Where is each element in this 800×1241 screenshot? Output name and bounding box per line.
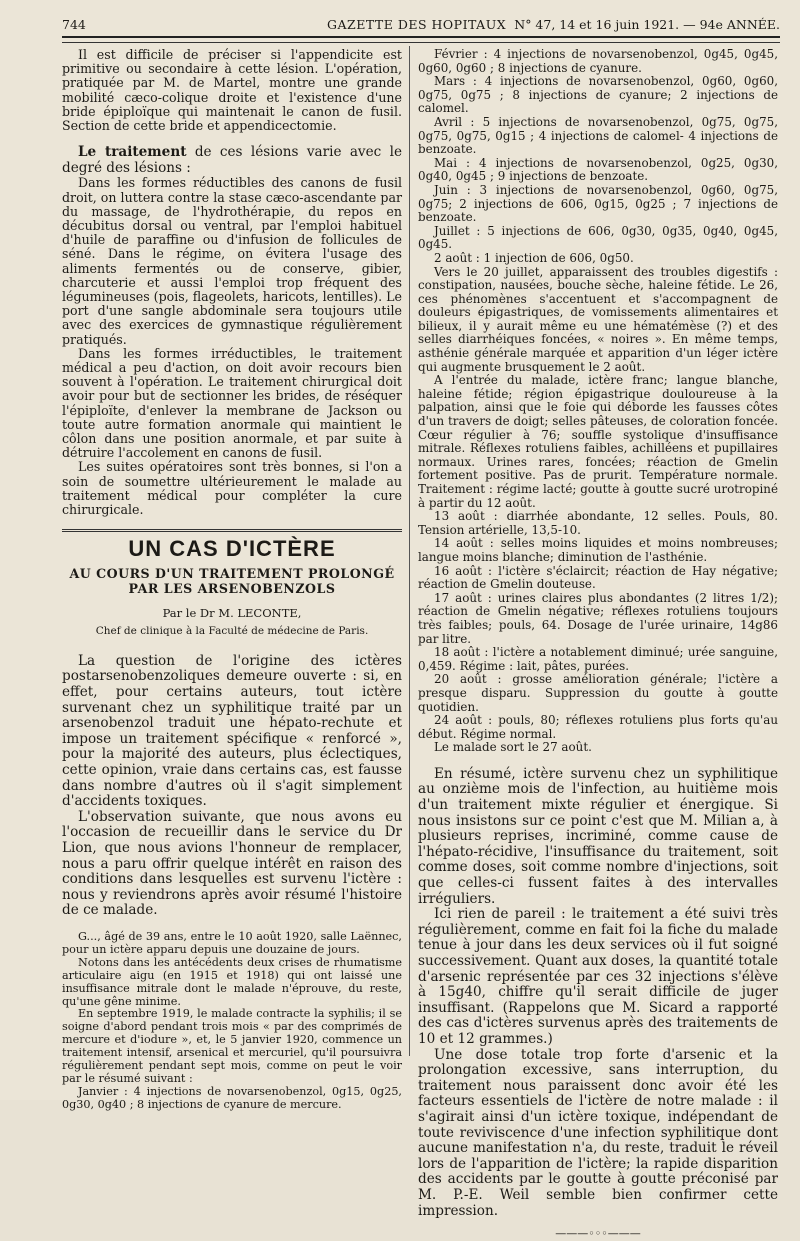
daily-note: 24 août : pouls, 80; réflexes rotuliens plus forts qu'au début. Régime normal. — [418, 713, 778, 741]
end-ornament: ———◦◦◦——— — [555, 1227, 641, 1241]
daily-note: 13 août : diarrhée abondante, 12 selles. Pouls, 80. Tension artérielle, 13,5-10. — [418, 509, 778, 537]
paragraph: A l'entrée du malade, ictère franc; langue blanche, haleine fétide; région épigastrique douloureuse à la palpation, ainsi que le foie qui déborde les fausses côtes d'un travers de doigt; selles pâteuses, de coloration foncée. Cœur régulier à 76; souffle systolique d'insuffisance mitrale. Réflexes rotuliens faibles, achilléens et pupillaires normaux. Urines rares, foncées; réaction de Gmelin fortement positive. Pas de prurit. Température normale. Traitement : régime lacté; goutte à goutte sucré urotropiné à partir du 12 août. — [418, 373, 778, 510]
journal-title: GAZETTE DES HOPITAUX — [327, 17, 507, 32]
paragraph: La question de l'origine des ictères postarsenobenzoliques demeure ouverte : si, en effet, pour certains auteurs, tout ictère survenant chez un syphilitique traité par un arsenobenzol traduit une hépato-rechute et impose un traitement spécifique « renforcé », pour la majorité des auteurs, plus éclectiques, cette opinion, vraie dans certains cas, est fausse dans nombre d'autres où il s'agit simplement d'accidents toxiques. — [62, 652, 402, 810]
daily-note: 17 août : urines claires plus abondantes (2 litres 1/2); réaction de Gmelin négative; réflexes rotuliens toujours très faibles; pouls, 64. Dosage de l'urée urinaire, 14g86 par litre. — [418, 590, 778, 646]
paragraph: Dans les formes irréductibles, le traitement médical a peu d'action, on doit avoir recours bien souvent à l'opération. Le traitement chirurgical doit avoir pour but de sectionner les brides, de réséquer l'épiploïte, d'enlever la membrane de Jackson ou toute autre formation anormale qui maintient le côlon dans une position anormale, et par suite à détruire l'accolement en canons de fusil. — [62, 345, 402, 461]
daily-note: 16 août : l'ictère s'éclaircit; réaction de Hay négative; réaction de Gmelin douteuse. — [418, 563, 778, 592]
paragraph: En résumé, ictère survenu chez un syphilitique au onzième mois de l'infection, au huitième mois d'un traitement mixte régulier et énergique. Si nous insistons sur ce point c'est que M. Milian a, à plusieurs reprises, incriminé, comme cause de l'hépato-récidive, l'insuffisance du traitement, soit comme doses, soit comme nombre d'injections, soit que celles-ci fussent faites à des intervalles irréguliers. — [418, 765, 778, 907]
paragraph: Vers le 20 juillet, apparaissent des troubles digestifs : constipation, nausées, bouche sèche, haleine fétide. Le 26, ces phénomènes s'accentuent et s'accompagnent de douleurs épigastriques, de vomissements alimentaires et bilieux, il y aurait même eu une hématémèse (?) et des selles diarrhéiques foncées, « noires ». En même temps, asthénie générale marquée et apparition d'un léger ictère qui augmente brusquement le 2 août. — [418, 264, 778, 374]
page-header — [62, 14, 780, 38]
article-author: Par le Dr M. LECONTE, — [162, 606, 302, 621]
author-affiliation: Chef de clinique à la Faculté de médecine de Paris. — [95, 624, 369, 637]
paragraph: Dans les formes réductibles des canons de fusil droit, on luttera contre la stase cæco-ascendante par du massage, de l'hydrothérapie, du repos en décubitus dorsal ou ventral, par l'emploi habituel d'huile de paraffine ou d'infusion de follicules de séné. Dans le régime, on évitera l'usage des aliments fermentés ou de conserve, gibier, charcuterie et aussi l'emploi trop fréquent des légumineuses (pois, flageolets, haricots, lentilles). Le port d'une sangle abdominale sera toujours utile avec des exercices de gymnastique régulièrement pratiqués. — [62, 175, 402, 347]
treatment-month: Février : 4 injections de novarsenobenzol, 0g45, 0g45, 0g60, 0g60 ; 8 injections de cyanure. — [418, 47, 778, 75]
treatment-month: Juillet : 5 injections de 606, 0g30, 0g35, 0g40, 0g45, 0g45. — [418, 223, 778, 252]
daily-note: Le malade sort le 27 août. — [434, 740, 592, 755]
section-rule — [62, 529, 402, 532]
column-divider — [409, 46, 410, 1056]
right-column — [418, 48, 778, 1241]
article-subtitle: PAR LES ARSENOBENZOLS — [128, 581, 336, 597]
paragraph: Ici rien de pareil : le traitement a été suivi très régulièrement, comme en fait foi la fiche du malade tenue à jour dans les deux services où il fut soigné successivement. Quant aux doses, la quantité totale d'arsenic représentée par ces 32 injections s'élève à 15g40, chiffre qu'il serait difficile de juger insuffisant. (Rappelons que M. Sicard a rapporté des cas d'ictères survenus après des traitements de 10 et 12 grammes.) — [418, 906, 778, 1047]
issue-info: N° 47, 14 et 16 juin 1921. — 94e ANNÉE. — [514, 17, 780, 32]
article-title: UN CAS D'ICTÈRE — [128, 536, 336, 562]
case-paragraph: Janvier : 4 injections de novarsenobenzol, 0g15, 0g25, 0g30, 0g40 ; 8 injections de cyanure de mercure. — [62, 1084, 402, 1111]
case-paragraph: En septembre 1919, le malade contracte la syphilis; il se soigne d'abord pendant trois mois « par des comprimés de mercure et d'iodure », et, le 5 janvier 1920, commence un traitement intensif, arsenical et mercuriel, qu'il poursuivra régulièrement pendant sept mois, comme on peut le voir par le résumé suivant : — [62, 1007, 402, 1085]
header-rule — [62, 42, 780, 43]
treatment-month: Mai : 4 injections de novarsenobenzol, 0g25, 0g30, 0g40, 0g45 ; 9 injections de benzoate. — [418, 155, 778, 184]
daily-note: 18 août : l'ictère a notablement diminué; urée sanguine, 0,459. Régime : lait, pâtes, purées. — [418, 645, 778, 673]
left-column — [62, 48, 402, 1112]
paragraph: Une dose totale trop forte d'arsenic et la prolongation excessive, sans interruption, du traitement nous paraissent donc avoir été les facteurs essentiels de l'ictère de notre malade : il s'agirait ainsi d'un ictère toxique, indépendant de toute reviviscence d'une infection syphilitique dont aucune manifestation n'a, du reste, traduit le réveil lors de l'apparition de l'ictère; la rapide disparition des accidents par le goutte à goutte préconisé par M. P.-E. Weil semble bien confirmer cette impression. — [418, 1046, 778, 1219]
paragraph: Le traitement de ces lésions varie avec le degré des lésions : — [62, 144, 402, 176]
daily-note: 20 août : grosse amélioration générale; l'ictère a presque disparu. Suppression du goutte à goutte quotidien. — [418, 672, 778, 714]
article-subtitle: AU COURS D'UN TRAITEMENT PROLONGÉ — [69, 566, 395, 582]
treatment-month: Avril : 5 injections de novarsenobenzol, 0g75, 0g75, 0g75, 0g75, 0g15 ; 4 injections de calomel- 4 injections de benzoate. — [418, 114, 778, 157]
paragraph: Les suites opératoires sont très bonnes, si l'on a soin de soumettre ultérieurement le malade au traitement médical pour compléter la cure chirurgicale. — [62, 459, 402, 518]
paragraph: L'observation suivante, que nous avons eu l'occasion de recueillir dans le service du Dr Lion, que nous avions l'honneur de remplacer, nous a paru offrir quelque intérêt en raison des conditions dans lesquelles est survenu l'ictère : nous y reviendrons après avoir résumé l'histoire de ce malade. — [62, 808, 402, 919]
case-paragraph: Notons dans les antécédents deux crises de rhumatisme articulaire aigu (en 1915 et 1918) qui ont laissé une insuffisance mitrale dont le malade n'éprouve, du reste, qu'une gêne minime. — [62, 955, 402, 1008]
treatment-month: 2 août : 1 injection de 606, 0g50. — [434, 250, 634, 265]
treatment-heading: Le traitement — [78, 144, 187, 161]
paragraph: Il est difficile de préciser si l'appendicite est primitive ou secondaire à cette lésion. L'opération, pratiquée par M. de Martel, montre une grande mobilité cæco-colique droite et l'existence d'une bride épiploïque qui maintenait le canon de fusil. Section de cette bride et appendicectomie. — [62, 47, 402, 134]
treatment-month: Mars : 4 injections de novarsenobenzol, 0g60, 0g60, 0g75, 0g75 ; 8 injections de cyanure; 2 injections de calomel. — [418, 74, 778, 116]
treatment-month: Juin : 3 injections de novarsenobenzol, 0g60, 0g75, 0g75; 2 injections de 606, 0g15, 0g25 ; 7 injections de benzoate. — [418, 182, 778, 225]
daily-note: 14 août : selles moins liquides et moins nombreuses; langue moins blanche; diminution de l'asthénie. — [418, 536, 778, 564]
case-paragraph: G..., âgé de 39 ans, entre le 10 août 1920, salle Laënnec, pour un ictère apparu depuis une douzaine de jours. — [62, 929, 402, 956]
page-number: 744 — [62, 17, 86, 32]
